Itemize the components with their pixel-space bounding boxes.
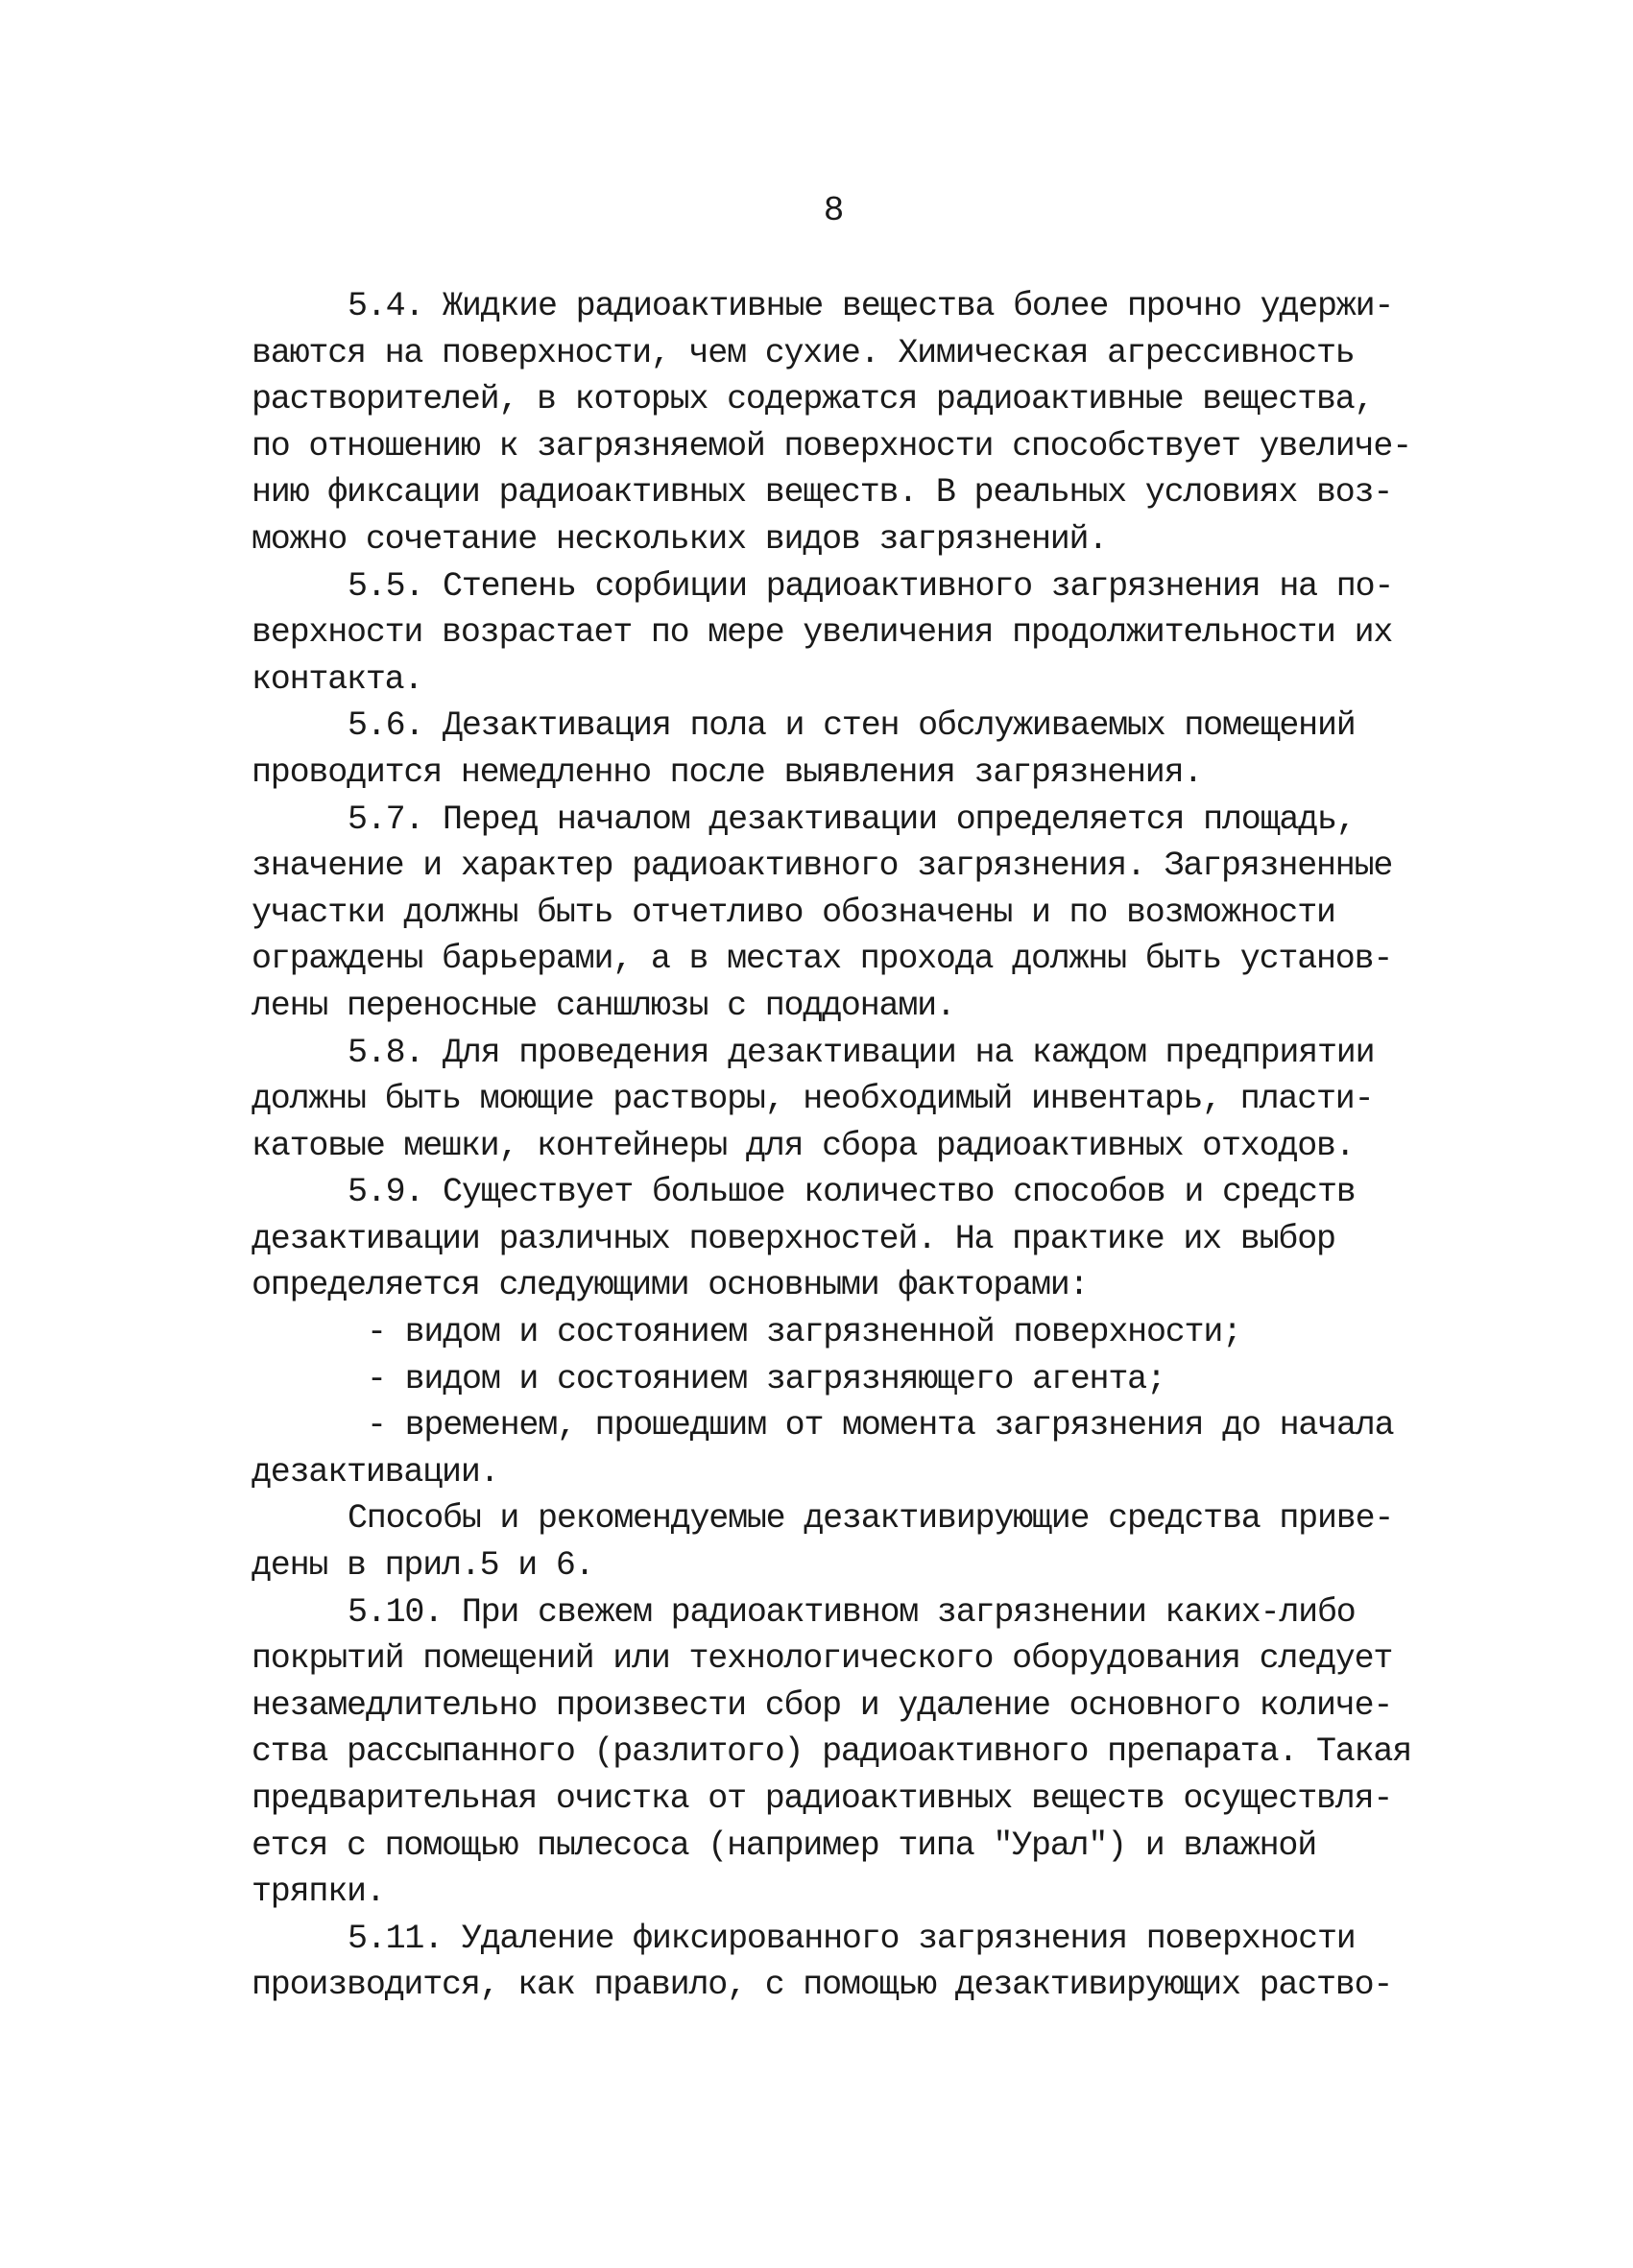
text-line: лены переносные саншлюзы с поддонами. xyxy=(252,986,955,1025)
text-line: ется с помощью пылесоса (например типа "Урал") и влажной xyxy=(252,1826,1316,1865)
text-line: должны быть моющие растворы, необходимый инвентарь, пласти- xyxy=(252,1080,1374,1119)
text-line: растворителей, в которых содержатся радиоактивные вещества, xyxy=(252,380,1374,419)
text-line: по отношению к загрязняемой поверхности способствует увеличе- xyxy=(252,426,1412,466)
text-line: 5.9. Существует большое количество способов и средств xyxy=(348,1173,1356,1212)
text-line: 5.8. Для проведения дезактивации на каждом предприятии xyxy=(348,1033,1375,1072)
text-line: верхности возрастает по мере увеличения продолжительности их xyxy=(252,613,1393,653)
text-line: дезактивации. xyxy=(252,1452,499,1492)
text-line: - видом и состоянием загрязненной поверхности; xyxy=(367,1313,1241,1352)
text-line: 5.5. Степень сорбиции радиоактивного загрязнения на по- xyxy=(348,566,1394,606)
text-line: тряпки. xyxy=(252,1873,385,1912)
text-line: нию фиксации радиоактивных веществ. В реальных условиях воз- xyxy=(252,473,1393,513)
body-text xyxy=(252,283,1425,2009)
text-line: покрытий помещений или технологического оборудования следует xyxy=(252,1639,1393,1679)
text-line: 5.10. При свежем радиоактивном загрязнении каких-либо xyxy=(348,1592,1356,1632)
text-line: Способы и рекомендуемые дезактивирующие средства приве- xyxy=(348,1499,1394,1539)
text-line: ства рассыпанного (разлитого) радиоактивного препарата. Такая xyxy=(252,1732,1412,1772)
text-line: ограждены барьерами, а в местах прохода должны быть установ- xyxy=(252,940,1393,979)
text-line: предварительная очистка от радиоактивных веществ осуществля- xyxy=(252,1779,1393,1818)
text-line: незамедлительно произвести сбор и удаление основного количе- xyxy=(252,1685,1393,1725)
text-line: проводится немедленно после выявления загрязнения. xyxy=(252,752,1203,792)
text-line: - временем, прошедшим от момента загрязнения до начала xyxy=(367,1406,1394,1445)
text-line: можно сочетание нескольких видов загрязнений. xyxy=(252,519,1108,559)
text-line: производится, как правило, с помощью дезактивирующих раство- xyxy=(252,1966,1393,2005)
text-line: 5.4. Жидкие радиоактивные вещества более прочно удержи- xyxy=(348,287,1394,325)
text-line: дены в прил.5 и 6. xyxy=(252,1546,594,1586)
text-line: катовые мешки, контейнеры для сбора радиоактивных отходов. xyxy=(252,1126,1355,1165)
text-line: контакта. xyxy=(252,659,423,699)
text-line: 5.11. Удаление фиксированного загрязнения поверхности xyxy=(348,1919,1356,1958)
text-line: определяется следующими основными факторами: xyxy=(252,1266,1089,1305)
text-line: участки должны быть отчетливо обозначены и по возможности xyxy=(252,893,1335,932)
text-line: дезактивации различных поверхностей. На практике их выбор xyxy=(252,1219,1335,1258)
text-line: значение и характер радиоактивного загрязнения. Загрязненные xyxy=(252,847,1393,886)
text-line: ваются на поверхности, чем сухие. Химическая агрессивность xyxy=(252,333,1355,372)
text-line: 5.7. Перед началом дезактивации определяется площадь, xyxy=(348,800,1356,839)
text-line: - видом и состоянием загрязняющего агента; xyxy=(367,1359,1165,1398)
text-line: 5.6. Дезактивация пола и стен обслуживаемых помещений xyxy=(348,706,1356,746)
page-number: 8 xyxy=(823,191,845,230)
